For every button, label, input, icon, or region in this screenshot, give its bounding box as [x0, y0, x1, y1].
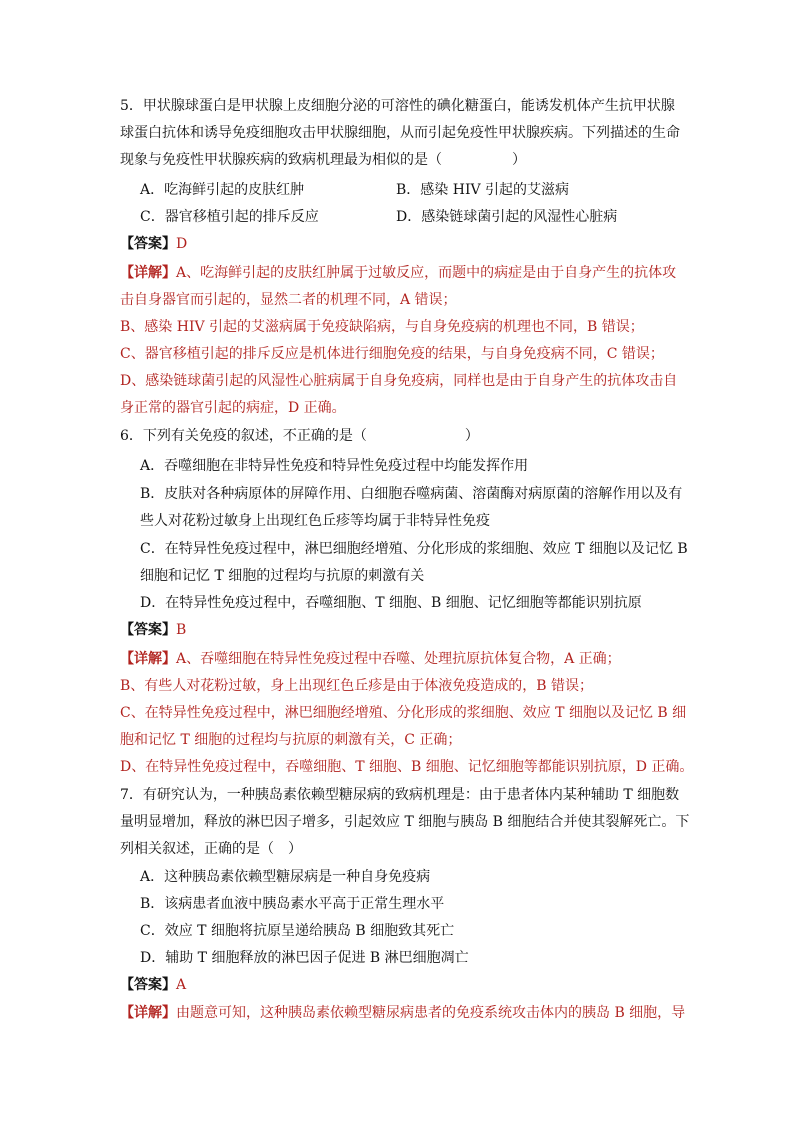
- q5-explain-line-4: C、器官移植引起的排斥反应是机体进行细胞免疫的结果，与自身免疫病不同，C 错误；: [120, 346, 664, 362]
- answer-label: 【答案】: [120, 977, 176, 993]
- q5-stem-line-1: 5．甲状腺球蛋白是甲状腺上皮细胞分泌的可溶性的碘化糖蛋白，能诱发机体产生抗甲状腺: [120, 98, 675, 114]
- q6-answer: [120, 621, 680, 639]
- answer-value: D: [176, 236, 188, 252]
- explain-text: A、吞噬细胞在特异性免疫过程中吞噬、处理抗原抗体复合物，A 正确；: [176, 651, 621, 667]
- explain-label: 【详解】: [120, 1005, 176, 1021]
- answer-label: 【答案】: [120, 236, 176, 252]
- q6-option-b-line-2: 些人对花粉过敏身上出现红色丘疹等均属于非特异性免疫: [140, 513, 490, 529]
- explain-text: 由题意可知，这种胰岛素依赖型糖尿病患者的免疫系统攻击体内的胰岛 B 细胞，导: [176, 1005, 686, 1021]
- q6-option-b-line-1: B．皮肤对各种病原体的屏障作用、白细胞吞噬病菌、溶菌酶对病原菌的溶解作用以及有: [140, 486, 683, 502]
- q7-answer: [120, 976, 680, 994]
- q6-explain-line-1: [120, 650, 680, 668]
- q5-answer: [120, 235, 680, 253]
- q6-option-c-line-1: C．在特异性免疫过程中，淋巴细胞经增殖、分化形成的浆细胞、效应 T 细胞以及记忆 B: [140, 541, 688, 557]
- q5-stem-line-3: 现象与免疫性甲状腺疾病的致病机理最为相似的是（ ）: [120, 152, 526, 168]
- q5-option-d: D．感染链球菌引起的风湿性心脏病: [396, 209, 618, 225]
- q5-explain-line-6: 身正常的器官引起的病症，D 正确。: [120, 400, 346, 416]
- q5-explain-line-2: 击自身器官而引起的，显然二者的机理不同，A 错误；: [120, 292, 457, 308]
- answer-label: 【答案】: [120, 622, 176, 638]
- answer-value: B: [176, 622, 187, 638]
- q6-explain-line-5: D、在特异性免疫过程中，吞噬细胞、T 细胞、B 细胞、记忆细胞等都能识别抗原，D 正确。: [120, 759, 694, 775]
- explain-text: A、吃海鲜引起的皮肤红肿属于过敏反应，而题中的病症是由于自身产生的抗体攻: [176, 265, 677, 281]
- q7-stem-line-2: 量明显增加，释放的淋巴因子增多，引起效应 T 细胞与胰岛 B 细胞结合并使其裂解死亡。下: [120, 814, 690, 830]
- q7-stem-line-1: 7．有研究认为，一种胰岛素依赖型糖尿病的致病机理是：由于患者体内某种辅助 T 细胞数: [120, 787, 680, 803]
- q7-option-d: D．辅助 T 细胞释放的淋巴因子促进 B 淋巴细胞凋亡: [140, 950, 469, 966]
- q7-stem-line-3: 列相关叙述，正确的是（ ）: [120, 841, 302, 857]
- q6-explain-line-4: 胞和记忆 T 细胞的过程均与抗原的刺激有关，C 正确；: [120, 732, 462, 748]
- explain-label: 【详解】: [120, 265, 176, 281]
- q6-stem: 6．下列有关免疫的叙述，不正确的是（ ）: [120, 428, 479, 444]
- q5-option-b: B．感染 HIV 引起的艾滋病: [396, 182, 570, 198]
- q5-option-c: C．器官移植引起的排斥反应: [140, 209, 319, 225]
- q7-option-b: B．该病患者血液中胰岛素水平高于正常生理水平: [140, 896, 445, 912]
- q6-option-d: D．在特异性免疫过程中，吞噬细胞、T 细胞、B 细胞、记忆细胞等都能识别抗原: [140, 595, 642, 611]
- q5-explain-line-3: B、感染 HIV 引起的艾滋病属于免疫缺陷病，与自身免疫病的机理也不同，B 错误；: [120, 319, 644, 335]
- answer-value: A: [176, 977, 187, 993]
- explain-label: 【详解】: [120, 651, 176, 667]
- q5-stem-line-2: 球蛋白抗体和诱导免疫细胞攻击甲状腺细胞，从而引起免疫性甲状腺疾病。下列描述的生命: [120, 125, 680, 141]
- q6-option-a: A．吞噬细胞在非特异性免疫和特异性免疫过程中均能发挥作用: [140, 458, 529, 474]
- q5-explain-line-5: D、感染链球菌引起的风湿性心脏病属于自身免疫病，同样也是由于自身产生的抗体攻击自: [120, 373, 678, 389]
- q7-explain-line-1: [120, 1004, 686, 1022]
- q6-explain-line-3: C、在特异性免疫过程中，淋巴细胞经增殖、分化形成的浆细胞、效应 T 细胞以及记忆 B 细: [120, 705, 687, 721]
- q6-explain-line-2: B、有些人对花粉过敏，身上出现红色丘疹是由于体液免疫造成的，B 错误；: [120, 678, 594, 694]
- q5-explain-line-1: [120, 264, 680, 282]
- q6-option-c-line-2: 细胞和记忆 T 细胞的过程均与抗原的刺激有关: [140, 568, 425, 584]
- q7-option-a: A．这种胰岛素依赖型糖尿病是一种自身免疫病: [140, 869, 431, 885]
- q7-option-c: C．效应 T 细胞将抗原呈递给胰岛 B 细胞致其死亡: [140, 923, 455, 939]
- q5-option-a: A．吃海鲜引起的皮肤红肿: [140, 182, 305, 198]
